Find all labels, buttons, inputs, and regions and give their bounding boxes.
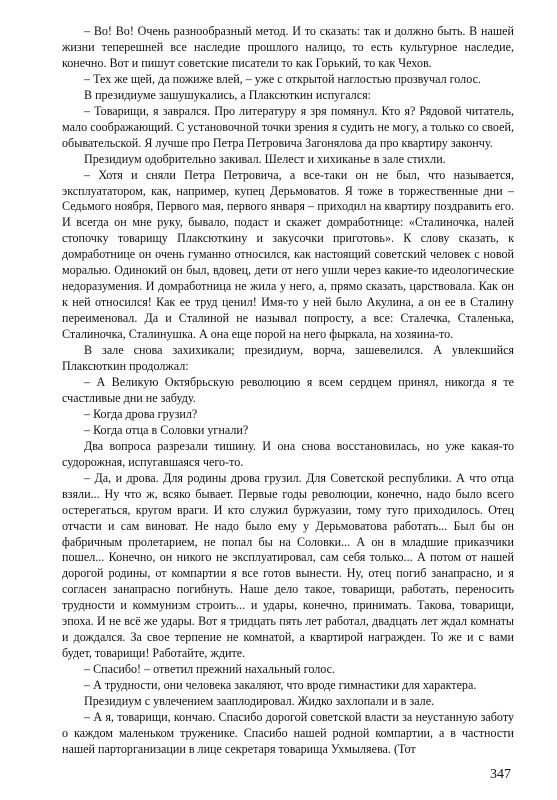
paragraph: Президиум одобрительно закивал. Шелест и хихиканье в зале стихли. xyxy=(84,151,446,166)
paragraph: Два вопроса разрезали тишину. И она снова восстановилась, но уже какая-то судорожная, испугавшаяся чего-то. xyxy=(62,438,514,469)
paragraph: Президиум с увлечением зааплодировал. Жидко захлопали и в зале. xyxy=(84,694,435,709)
paragraph: – Спасибо! – ответил прежний нахальный голос. xyxy=(84,662,335,677)
paragraph: – Хотя и сняли Петра Петровича, а все-таки он не был, что называется, эксплуататором, как, например, купец Дерьмоватов. Я тоже в торжественные дни – Седьмого ноября, Первого мая, первого января – приходил на квартиру поздравить его. И всегда он мне руку, бывало, подаст и скажет домработнице: «Сталиночка, налей стопочку товарищу Плаксюткину и закусочки приготовь». К слову сказать, к домработнице он очень гуманно относился, как настоящий советский человек с новой моралью. Одинокий он был, вдовец, дети от него ушли через какие-то идеологические недоразумения. И домработница не жила у него, а, прямо сказать, царствовала. Как он к ней относился! Как ее труд ценил! Имя-то у ней было Акулина, а он ее в Сталину переименовал. Да и Сталиной не называл попросту, а все: Сталечка, Сталенька, Сталиночка, Сталинушка. А она еще порой на него фыркала, на хозяина-то. xyxy=(62,167,514,342)
paragraph: – А трудности, они человека закаляют, что вроде гимнастики для характера. xyxy=(84,678,477,693)
paragraph: – Когда дрова грузил? xyxy=(84,406,198,421)
paragraph: В президиуме зашушукались, а Плаксюткин испугался: xyxy=(84,87,371,102)
paragraph: – Тех же щей, да пожиже влей, – уже с открытой наглостью прозвучал голос. xyxy=(84,71,481,86)
paragraph: – Во! Во! Очень разнообразный метод. И то сказать: так и должно быть. В нашей жизни теперешней все наследие прошлого налицо, то есть культурное наследие, конечно. Вот и пишут советские писатели то как Горький, то как Чехов. xyxy=(62,24,514,70)
page-text xyxy=(62,24,514,758)
paragraph: – А Великую Октябрьскую революцию я всем сердцем принял, никогда я те счастливые дни не забуду. xyxy=(62,374,514,405)
paragraph: – А я, товарищи, кончаю. Спасибо дорогой советской власти за неустанную заботу о каждом маленьком труженике. Спасибо нашей родной компартии, а в частности нашей парторганизации в лице секретаря товарища Ухмыляева. (Тот xyxy=(62,709,514,756)
page-number: 347 xyxy=(490,767,511,782)
paragraph: – Товарищи, я заврался. Про литературу я зря помянул. Кто я? Рядовой читатель, мало соображающий. С установочной точки зрения я судить не могу, а только со своей, обывательской. Я лучше про Петра Петровича Загонялова да про квартиру закончу. xyxy=(62,103,514,150)
paragraph: – Когда отца в Соловки угнали? xyxy=(84,422,249,437)
paragraph: В зале снова захихикали; президиум, ворча, зашевелился. А увлекшийся Плаксюткин продолжал: xyxy=(62,343,514,374)
paragraph: – Да, и дрова. Для родины дрова грузил. Для Советской республики. А что отца взяли... Ну что ж, всяко бывает. Первые годы революции, конечно, надо было всего остерегаться, кругом враги. И кто служил буржуазии, тому туго приходилось. Отец отчасти и сам виноват. Не надо было ему у Дерьмоватова работать... Был бы он фабричным пролетарием, не попал бы на Соловки... А он в младшие приказчики пошел... Конечно, он никого не эксплуатировал, сам себя только... А потом от нашей дорогой родины, от компартии я все готов вынести. Ну, отец погиб занапрасно, и я согласен занапрасно погибнуть. Наше дело такое, товарищи, работать, переносить трудности и коммунизм строить... и удары, конечно, принимать. Такова, товарищи, эпоха. И не всё же удары. Вот я тридцать пять лет работал, двадцать лет ждал комнаты и дождался. За свое терпение не комнатой, а квартирой награжден. То же и с вами будет, товарищи! Работайте, ждите. xyxy=(62,470,514,661)
